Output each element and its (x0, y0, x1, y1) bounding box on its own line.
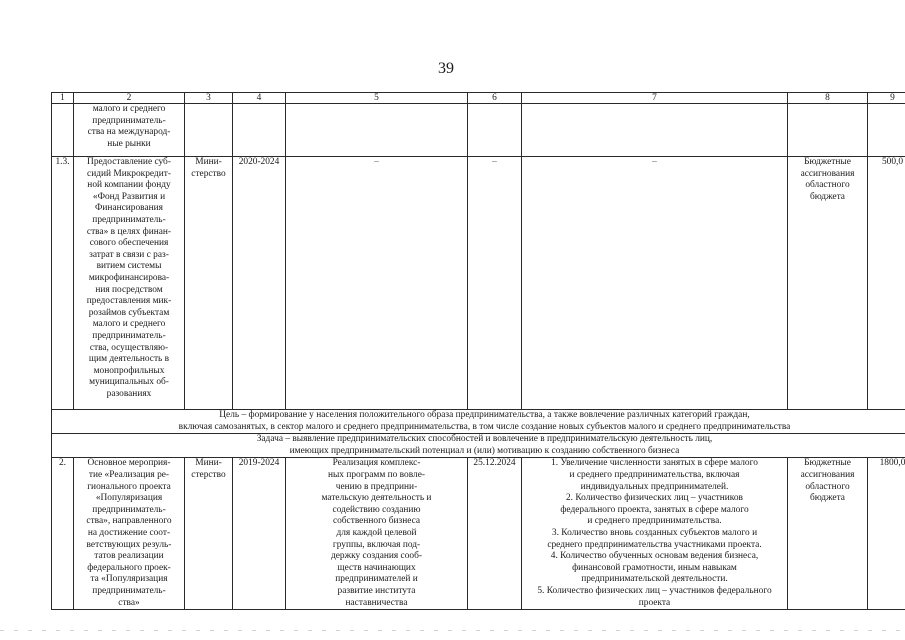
row-number: 1.3. (52, 157, 74, 410)
col7-value: 1. Увеличение численности занятых в сфере малого и среднего предпринимательства, включая индивидуальных предпринимателей. 2. Количество физических лиц – участников федерального проекта, занятых в сфере малого и среднего предпринимательства. 3. Количество вновь созданных субъектов малого и среднего предпринимательства участниками проекта. 4. Количество обученных основам ведения бизнеса, финансовой грамотности, иным навыкам предпринимательской деятельности. 5. Количество физических лиц – участников федерального проекта (522, 458, 788, 610)
goal-text: Цель – формирование у населения положительного образа предпринимательства, а также вовлечение различных категорий граждан, включая самозанятых, в сектор малого и среднего предпринимательства, в том числе создание новых субъектов малого и среднего предпринимательства (52, 410, 905, 434)
page-number: 39 (438, 60, 454, 77)
col-header-3: 3 (185, 93, 233, 104)
task-row (52, 434, 905, 458)
task-text: Задача – выявление предпринимательских способностей и вовлечение в предпринимательскую деятельность лиц, имеющих предпринимательский потенциал и (или) мотивацию к созданию собственного бизнеса (52, 434, 905, 458)
measure-name: Основное мероприя- тие «Реализация ре- гионального проекта «Популяризация предприниматель- ства», направленного на достижение соот- ветствующих резуль- татов реализации федерального проек- та «Популяризация предприниматель- ства» (74, 458, 185, 610)
funding-source: Бюджетные ассигнования областного бюджета (788, 157, 868, 410)
continuation-text: малого и среднего предприниматель- ства на международ- ные рынки (74, 104, 185, 157)
funding-amount: 500,0 (868, 157, 905, 410)
scan-artifact-line (0, 630, 905, 631)
funding-amount: 1800,0 (868, 458, 905, 610)
table-row-1-3 (52, 157, 905, 410)
col-header-9: 9 (868, 93, 905, 104)
executor: Мини- стерство (185, 157, 233, 410)
table-row-2 (52, 458, 905, 610)
col-header-5: 5 (286, 93, 468, 104)
period: 2019-2024 (233, 458, 286, 610)
continuation-row (52, 104, 905, 157)
col-header-7: 7 (522, 93, 788, 104)
col-header-8: 8 (788, 93, 868, 104)
funding-source: Бюджетные ассигнования областного бюджета (788, 458, 868, 610)
col5-value: – (286, 157, 468, 410)
col-header-4: 4 (233, 93, 286, 104)
column-number-row (52, 93, 905, 104)
col5-value: Реализация комплекс- ных программ по вовле- чению в предприни- мательскую деятельность и содействию созданию собственного бизнеса для каждой целевой группы, включая под- держку создания сооб- ществ начинающих предпринимателей и развитие института наставничества (286, 458, 468, 610)
col6-value: 25.12.2024 (468, 458, 522, 610)
program-table (51, 92, 905, 610)
col-header-2: 2 (74, 93, 185, 104)
executor: Мини- стерство (185, 458, 233, 610)
row-number: 2. (52, 458, 74, 610)
col-header-1: 1 (52, 93, 74, 104)
col6-value: – (468, 157, 522, 410)
period: 2020-2024 (233, 157, 286, 410)
col7-value: – (522, 157, 788, 410)
goal-row (52, 410, 905, 434)
col-header-6: 6 (468, 93, 522, 104)
measure-name: Предоставление суб- сидий Микрокредит- ной компании фонду «Фонд Развития и Финансирования предприниматель- ства» в целях финан- сового обеспечения затрат в связи с раз- витием системы микрофинансирова- ния посредством предоставления мик- розаймов субъектам малого и среднего предприниматель- ства, осуществляю- щим деятельность в монопрофильных муниципальных об- разованиях (74, 157, 185, 410)
